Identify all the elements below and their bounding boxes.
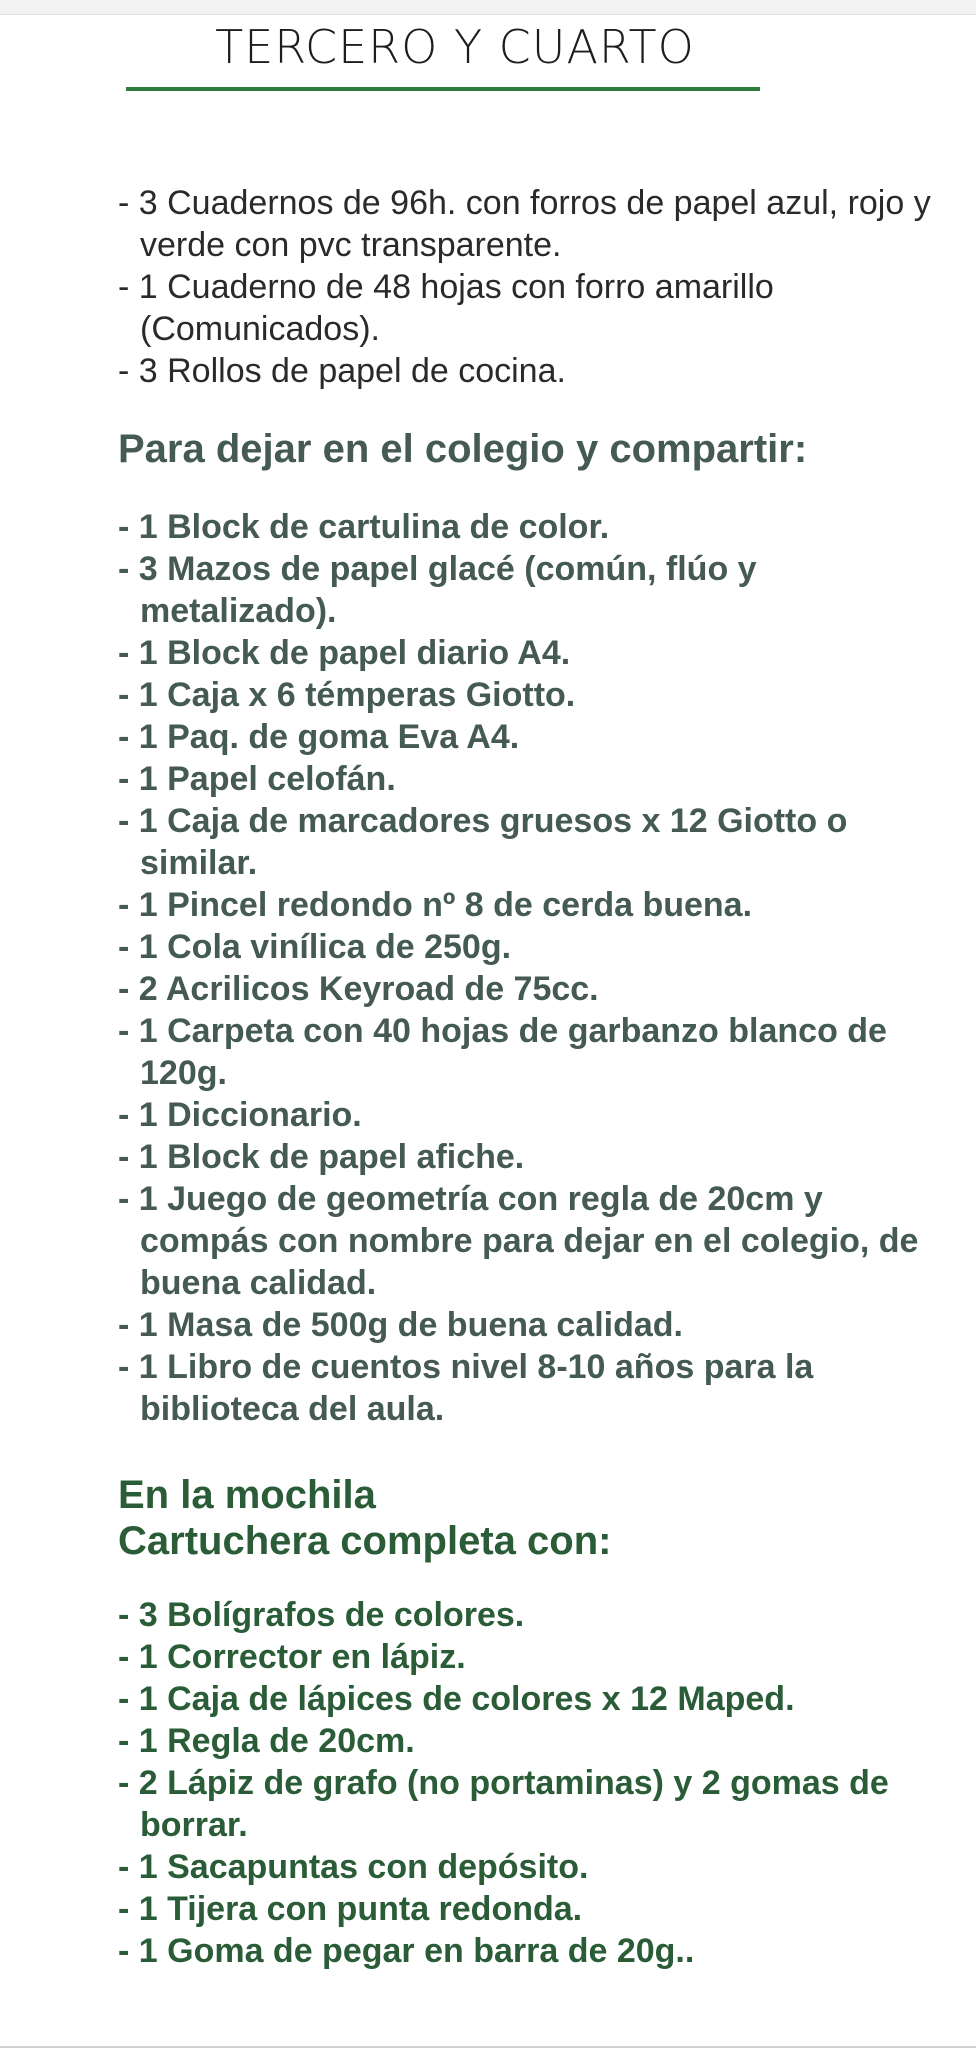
list-item: - 3 Rollos de papel de cocina. xyxy=(118,352,566,390)
list-item: - 3 Cuadernos de 96h. con forros de papel azul, rojo y verde con pvc transparente. xyxy=(118,184,931,264)
list-item: - 1 Libro de cuentos nivel 8-10 años para la biblioteca del aula. xyxy=(118,1348,814,1428)
shared-items-list xyxy=(118,506,958,1430)
list-item: - 1 Cuaderno de 48 hojas con forro amarillo (Comunicados). xyxy=(118,268,774,348)
document-body xyxy=(118,180,958,1972)
list-item: - 1 Papel celofán. xyxy=(118,760,396,798)
page-title: TERCERO Y CUARTO xyxy=(215,20,695,74)
title-underline xyxy=(126,87,760,91)
list-item: - 2 Acrilicos Keyroad de 75cc. xyxy=(118,970,599,1008)
list-item: - 1 Goma de pegar en barra de 20g.. xyxy=(118,1932,695,1970)
backpack-section xyxy=(118,1472,958,1564)
list-item: - 1 Caja x 6 témperas Giotto. xyxy=(118,676,576,714)
list-item: - 3 Bolígrafos de colores. xyxy=(118,1596,525,1634)
list-item: - 3 Mazos de papel glacé (común, flúo y metalizado). xyxy=(118,550,757,630)
list-item: - 1 Block de cartulina de color. xyxy=(118,508,610,546)
shared-heading: Para dejar en el colegio y compartir: xyxy=(118,427,808,471)
list-item: - 1 Paq. de goma Eva A4. xyxy=(118,718,520,756)
backpack-items-list xyxy=(118,1594,958,1972)
list-item: - 1 Pincel redondo nº 8 de cerda buena. xyxy=(118,886,753,924)
list-item: - 1 Carpeta con 40 hojas de garbanzo blanco de 120g. xyxy=(118,1012,887,1092)
list-item: - 1 Corrector en lápiz. xyxy=(118,1638,466,1676)
list-item: - 1 Masa de 500g de buena calidad. xyxy=(118,1306,683,1344)
list-item: - 1 Caja de lápices de colores x 12 Maped. xyxy=(118,1680,795,1718)
top-bar xyxy=(0,0,976,15)
list-item: - 1 Regla de 20cm. xyxy=(118,1722,415,1760)
list-item: - 1 Tijera con punta redonda. xyxy=(118,1890,583,1928)
list-item: - 1 Caja de marcadores gruesos x 12 Giotto o similar. xyxy=(118,802,848,882)
personal-items-list xyxy=(118,182,958,392)
list-item: - 1 Diccionario. xyxy=(118,1096,362,1134)
list-item: - 1 Block de papel diario A4. xyxy=(118,634,571,672)
list-item: - 1 Cola vinílica de 250g. xyxy=(118,928,512,966)
list-item: - 1 Sacapuntas con depósito. xyxy=(118,1848,589,1886)
list-item: - 2 Lápiz de grafo (no portaminas) y 2 gomas de borrar. xyxy=(118,1764,889,1844)
pencil-case-heading: Cartuchera completa con: xyxy=(118,1519,612,1563)
backpack-heading: En la mochila xyxy=(118,1473,376,1517)
list-item: - 1 Juego de geometría con regla de 20cm y compás con nombre para dejar en el colegio, de buena calidad. xyxy=(118,1180,919,1302)
list-item: - 1 Block de papel afiche. xyxy=(118,1138,525,1176)
